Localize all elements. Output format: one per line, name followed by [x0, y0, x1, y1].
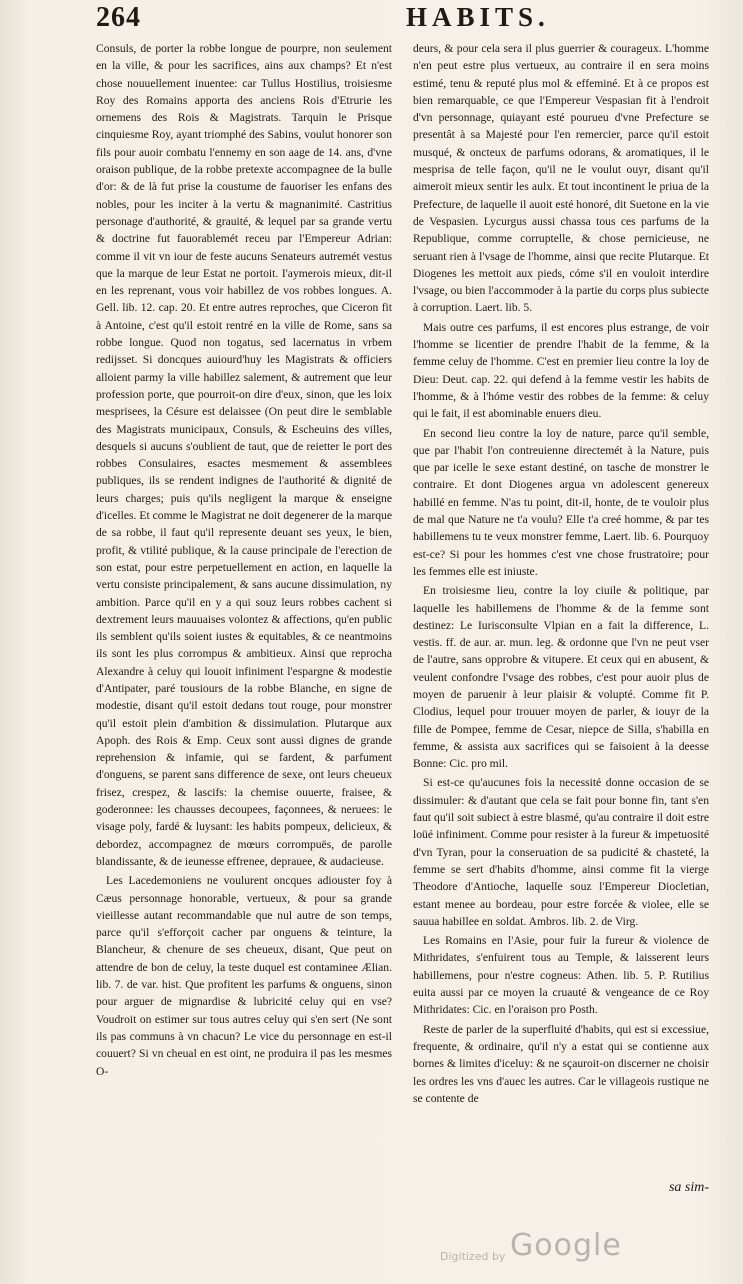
paragraph: Reste de parler de la superfluité d'habits, qui est si excessiue, frequente, & ordinaire, qu'il n'y a estat qui se contienne aux bornes & limites d'iceluy: & ne sçauroit-on discerner ne choisir les ordres les vns d'auec les autres. Car le villageois rustique ne se contente de: [413, 1022, 709, 1105]
left-column: [96, 40, 392, 1195]
paragraph: En troisiesme lieu, contre la loy ciuile & politique, par laquelle les habillemens de l'homme & de la femme sont destinez: Le Iurisconsulte Vlpian en a fait la difference, L. vestis. ff. de aur. ar. mun. leg. & ordonne que l'vn ne peut vser de l'autre, sans opprobre & vitupere. Et ceux qui en abusent, & veulent confondre l'vsage des robbes, c'est pour auoir plus de moyen de paruenir à leur plaisir & volupté. Comme fit P. Clodius, lequel pour trouuer moyen de parler, & iouyr de la fille de Pompee, femme de Cesar, niepce de Silla, s'habilla en femme, & assista aux sacrifices qui se faisoient à la deesse Bonne: Cic. pro mil.: [413, 584, 709, 771]
page-number: 264: [96, 2, 141, 33]
page-header: [96, 2, 711, 42]
google-logo: Google: [510, 1228, 622, 1263]
watermark-prefix: Digitized by: [440, 1250, 506, 1263]
paragraph: Si est-ce qu'aucunes fois la necessité donne occasion de se dissimuler: & d'autant que cela se fait pour bonne fin, tant s'en faut qu'il soit subiect à estre blasmé, qu'au contraire il doit estre loüé infiniment. Comme pour resister à la fureur & impetuosité d'vn Tyran, pour la conseruation de sa pudicité & chasteté, la femme se sert d'habits d'homme, ainsi comme fit la vierge Theodore d'Antioche, laquelle souz l'Empereur Diocletian, estant menee au bordeau, pour estre forcée & violee, elle se sauua habillee en soldat. Ambros. lib. 2. de Virg.: [413, 776, 709, 928]
paragraph: deurs, & pour cela sera il plus guerrier & courageux. L'homme n'en peut estre plus vertueux, au contraire il en sera moins estimé, tenu & reputé plus mol & effeminé. Et à ce propos est bien remarquable, ce que l'Empereur Vespasian fit à l'endroit d'vn personnage, quiayant esté pourueu d'vne Prefecture se presentât à sa Majesté pour l'en remercier, parce qu'il estoit musqué, & oncteux de parfums odorans, & aromatiques, il le mesprisa de telle façon, qu'il ne le voulut ouyr, disant qu'il aimeroit mieux sentir les aulx. Et tout incontinent le priua de la Prefecture, de laquelle il auoit esté honoré, dit Suetone en la vie de Vespasien. Lycurgus aussi chassa tous ces parfums de la Republique, comme corruptelle, & chose pernicieuse, ne seruant rien à l'vsage de l'homme, ainsi que recite Plutarque. Et Diogenes les mettoit aux pieds, cóme s'il en vouloit interdire l'vsage, ou bien l'accommoder à la partie du corps plus subiecte à corruption. Laert. lib. 5.: [413, 42, 709, 315]
right-column: [413, 40, 709, 1195]
text-columns: [96, 40, 709, 1195]
paragraph: En second lieu contre la loy de nature, parce qu'il semble, que par l'habit l'on contreuienne directemét à la Nature, puis que par icelle le sexe estant destiné, on tasche de monstrer le contraire. Et dont Diogenes argua vn adolescent genereux habillé en femme. N'as tu point, dit-il, honte, de te vouloir plus de mal que Nature ne t'a voulu? Elle t'a creé homme, & par tes habillemens tu te veux monstrer femme, Laert. lib. 6. Pourquoy est-ce? Si pour les hommes c'est vne chose frustratoire; pour les femmes elle est iniuste.: [413, 426, 709, 578]
running-head: HABITS.: [406, 2, 550, 32]
paragraph: Consuls, de porter la robbe longue de pourpre, non seulement en la ville, & pour les sacrifices, ains aux champs? Et n'est chose nouuellement inuentee: car Tullus Hostilius, troisiesme Roy des Romains apporta des anciens Rois d'Etrurie les ornemens des Rois & Magistrats. Tarquin le Prisque cinquiesme Roy, ayant triomphé des Sabins, voulut honorer son fils pour auoir combatu l'ennemy en son aage de 14. ans, d'vne oraison publique, de la robbe pretexte accompagnee de la bulle d'or: & de là fut prise la coustume de fauoriser les enfans des nobles, pour les inciter à la vertu & magnanimité. Castritius personage d'authorité, & grauité, & lequel par sa grande vertu & doctrine fut fauorablemét receu par l'Empereur Adrian: comme il vit vn iour de feste aucuns Senateurs autremét vestus que la marque de leur Estat ne portoit. I'aymerois mieux, dit-il en les reprenant, vous voir habillez de vos robbes longues. A. Gell. lib. 12. cap. 20. Et entre autres reproches, que Ciceron fit à Antoine, c'est qu'il estoit rentré en la ville de Rome, sans sa robbe longue. Quod non togatus, sed lacernatus in vrbem redijsset. Si doncques auiourd'huy les Magistrats & officiers alloient parmy la ville habillez salement, & autrement que leur profession porte, que pourroit-on dire d'eux, sinon, que les loix mesprisees, la Césure est delaissee (On peut dire le semblable des Magistrats municipaux, Consuls, & Escheuins des villes, desquels si aucuns s'oublient de taut, que de reietter le port des robbes Consulaires, esactes mesmement & assemblees publiques, ils se rendent indignes de l'authorité & dignité de leurs charges; puis qu'ils negligent la marque & enseigne d'icelles. Et comme le Magistrat ne doit degenerer de la marque de sa robbe, il faut qu'il represente deuant ses yeux, le bien, profit, & vtilité publique, & la cause principale de l'erection de son estat, pour estre perpetuellement en action, en laquelle la vertu consiste principalement, & sans aucune dissimulation, ny ambition. Parce qu'il en y a qui souz leurs robbes cachent si dextrement leurs mauuaises volontez & affections, qu'en public ils semblent qu'ils soient iustes & equitables, & ce neantmoins ils sont les plus corrompus & ambitieux. Ainsi que reprocha Alexandre à celuy qui louoit infiniment l'espargne & modestie d'Antipater, paré tousiours de la robbe Blanche, en signe de modestie, disant qu'il estoit dedans tout rouge, pour monstrer qu'il estoit plein d'ambition & dissimulation. Plutarque aux Apoph. des Rois & Emp. Ceux sont aussi dignes de grande reprehension & infamie, qui se fardent, & parfument d'onguens, se parent sans difference de sexe, ont leurs cheueux frisez, crespez, & lascifs: la chemise ouuerte, fraisee, & goderonnee: les chausses decoupees, façonnees, & neruees: le visage poly, fardé & luysant: les habits pompeux, delicieux, & debordez, accompagnez de mœurs corrompuës, de parolle blandissante, & de ieunesse effrenee, deprauee, & audacieuse.: [96, 42, 392, 868]
paragraph: Mais outre ces parfums, il est encores plus estrange, de voir l'homme se licentier de prendre l'habit de la femme, & la femme celuy de l'homme. C'est en premier lieu contre la loy de Dieu: Deut. cap. 22. qui defend à la femme vestir les habits de l'homme, & à l'hóme vestir des robbes de la femme: & celuy qui le fait, il est abominable enuers dieu.: [413, 320, 709, 421]
paragraph: Les Lacedemoniens ne voulurent oncques adiouster foy à Cæus personnage honorable, vertueux, & pour sa grande vieillesse autant recommandable que nul autre de son temps, parce qu'il s'efforçoit cacher par onguens & teinture, la Blancheur, & chenure de ses cheueux, disant, Que peut on attendre de bon de celuy, la teste duquel est contaminee Ælian. lib. 7. de var. hist. Que profitent les parfums & onguens, sinon pour arguer de mignardise & lubricité celuy qui en vse? Voudroit on estimer sur tous autres celuy qui s'en sert (Ne sont ils pas communs à vn chacun? Le vice du personnage en est-il couuert? Si vn cheual en est oint, ne produira il pas les mesmes O-: [96, 874, 392, 1078]
paragraph: Les Romains en l'Asie, pour fuir la fureur & violence de Mithridates, s'enfuirent tous au Temple, & laisserent leurs habillemens, pour n'estre cogneus: Athen. lib. 5. P. Rutilius euita aussi par ce moyen la cruauté & vengeance de ce Roy Mithridates: Cic. en l'oraison pro Posth.: [413, 934, 709, 1017]
catchword: sa sim-: [668, 1180, 709, 1195]
